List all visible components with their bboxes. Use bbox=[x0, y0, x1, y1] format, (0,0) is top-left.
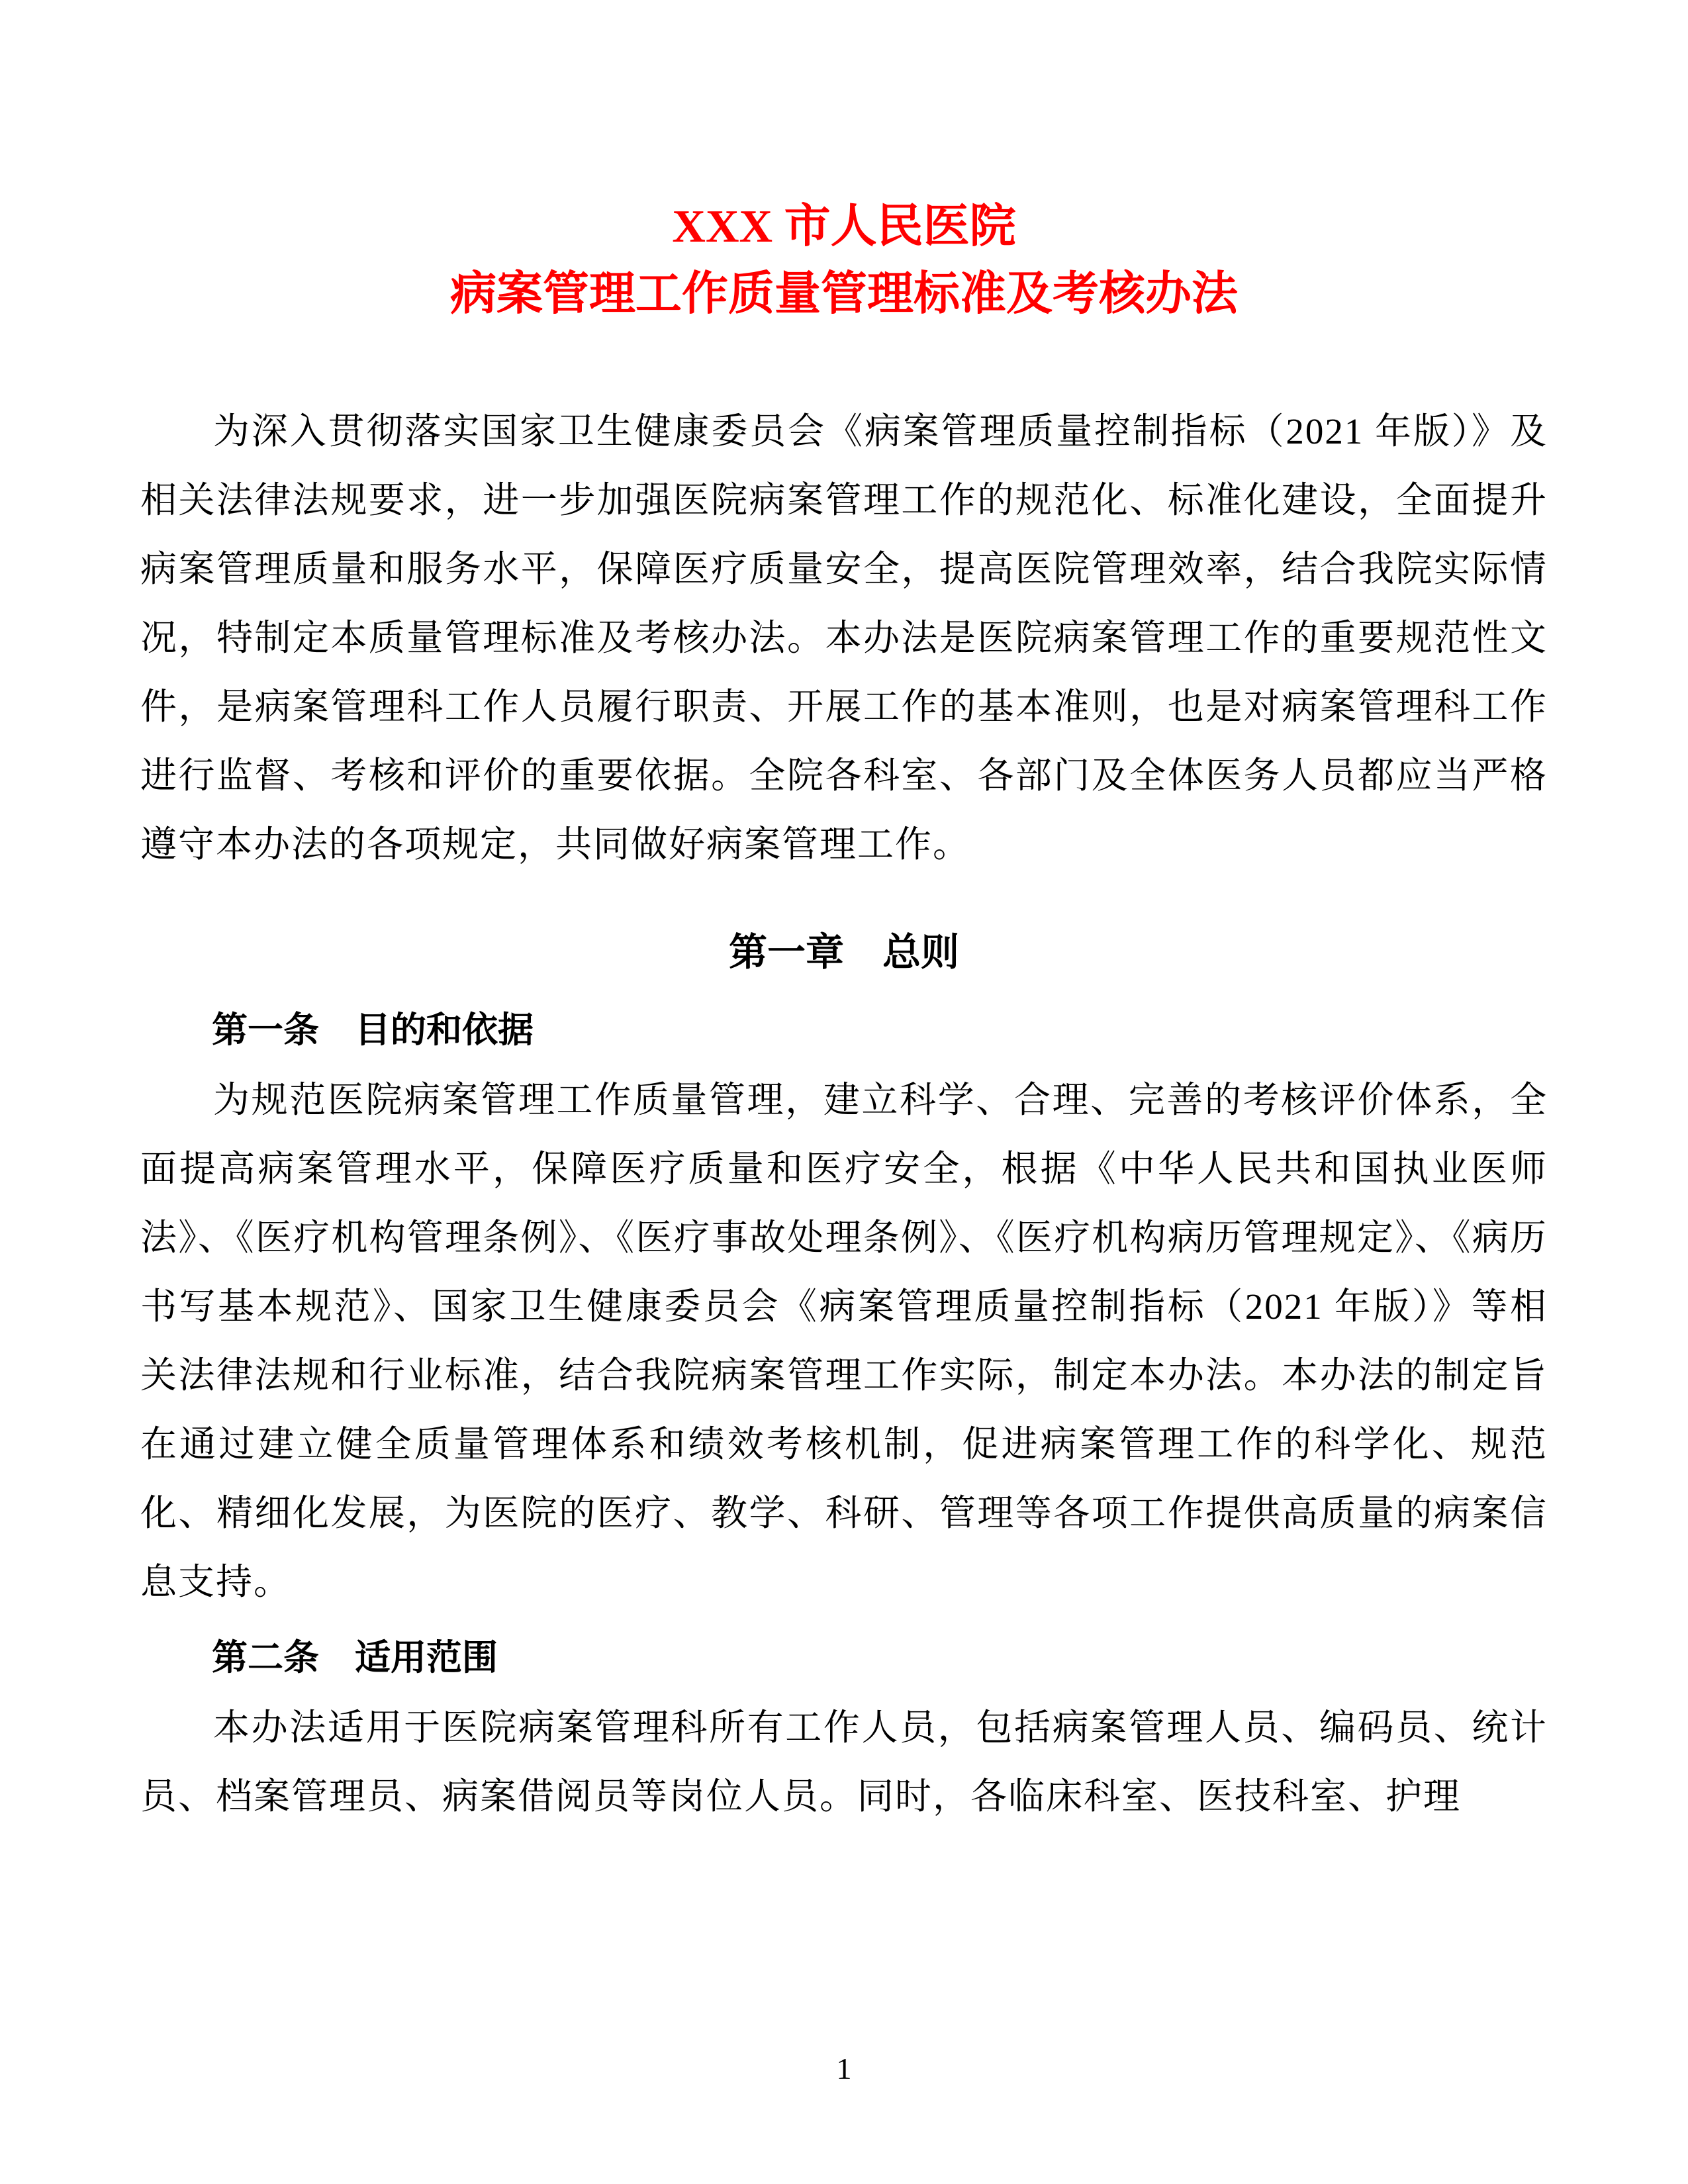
article-2-body: 本办法适用于医院病案管理科所有工作人员，包括病案管理人员、编码员、统计员、档案管理员、病案借阅员等岗位人员。同时，各临床科室、医技科室、护理 bbox=[140, 1707, 1548, 1817]
document-title bbox=[140, 193, 1548, 328]
intro-paragraph: 为深入贯彻落实国家卫生健康委员会《病案管理质量控制指标（2021 年版）》及相关法律法规要求，进一步加强医院病案管理工作的规范化、标准化建设，全面提升病案管理质量和服务水平，保障医疗质量安全，提高医院管理效率，结合我院实际情况，特制定本质量管理标准及考核办法。本办法是医院病案管理工作的重要规范性文件，是病案管理科工作人员履行职责、开展工作的基本准则，也是对病案管理科工作进行监督、考核和评价的重要依据。全院各科室、各部门及全体医务人员都应当严格遵守本办法的各项规定，共同做好病案管理工作。 bbox=[140, 411, 1548, 865]
article-1-body: 为规范医院病案管理工作质量管理，建立科学、合理、完善的考核评价体系，全面提高病案管理水平，保障医疗质量和医疗安全，根据《中华人民共和国执业医师法》、《医疗机构管理条例》、《医疗事故处理条例》、《医疗机构病历管理规定》、《病历书写基本规范》、国家卫生健康委员会《病案管理质量控制指标（2021 年版）》等相关法律法规和行业标准，结合我院病案管理工作实际，制定本办法。本办法的制定旨在通过建立健全质量管理体系和绩效考核机制，促进病案管理工作的科学化、规范化、精细化发展，为医院的医疗、教学、科研、管理等各项工作提供高质量的病案信息支持。 bbox=[140, 1080, 1548, 1602]
page-number: 1 bbox=[836, 2052, 852, 2085]
document-title-line-1: XXX 市人民医院 bbox=[672, 201, 1016, 252]
article-1-heading: 第一条 目的和依据 bbox=[212, 1010, 534, 1050]
chapter-1-heading: 第一章 总则 bbox=[728, 931, 959, 974]
document-title-line-2: 病案管理工作质量管理标准及考核办法 bbox=[450, 269, 1238, 320]
article-2-heading: 第二条 适用范围 bbox=[212, 1638, 498, 1678]
